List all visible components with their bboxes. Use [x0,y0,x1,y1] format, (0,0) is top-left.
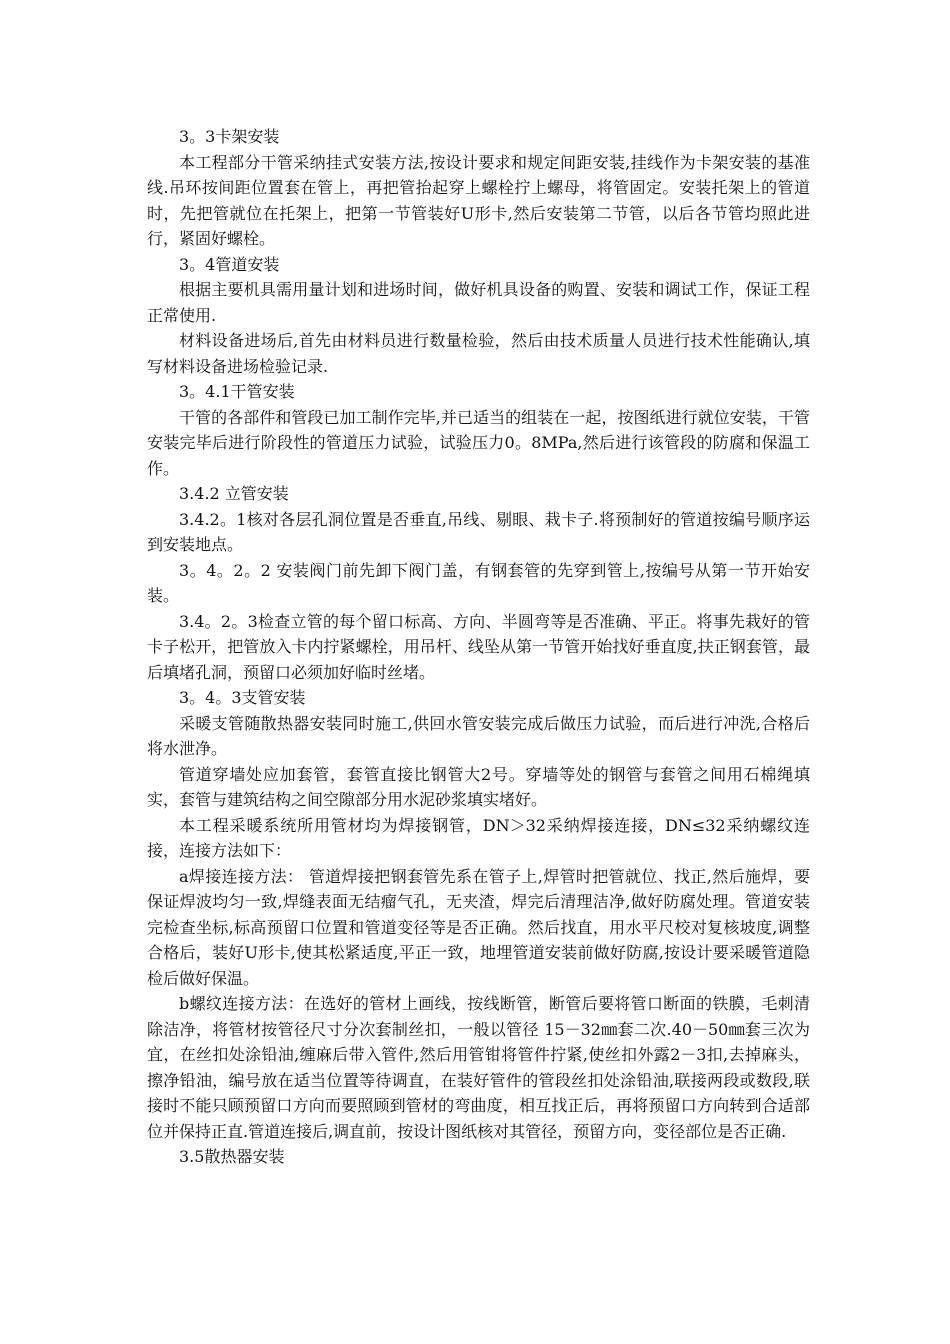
paragraph-3-4-2-1: 3.4.2。1核对各层孔洞位置是否垂直,吊线、剔眼、栽卡子.将预制好的管道按编号顺序运到安装地点。 [147,509,810,554]
paragraph-material-inspection: 材料设备进场后,首先由材料员进行数量检验，然后由技术质量人员进行技术性能确认,填写材料设备进场检验记录. [147,331,810,376]
heading-3-3: 3。3卡架安装 [179,127,280,146]
heading-3-4-1: 3。4.1干管安装 [179,382,295,401]
paragraph-branch-pipe: 采暖支管随散热器安装同时施工,供回水管安装完成后做压力试验，而后进行冲洗,合格后将水泄净。 [147,713,810,758]
heading-3-4-3: 3。4。3支管安装 [179,688,306,707]
paragraph-equipment-plan: 根据主要机具需用量计划和进场时间，做好机具设备的购置、安装和调试工作，保证工程正常使用. [147,280,810,325]
paragraph-thread-method: b螺纹连接方法：在选好的管材上画线，按线断管，断管后要将管口断面的铁膜，毛刺清除洁净，将管材按管径尺寸分次套制丝扣，一般以管径 15－32㎜套二次.40－50㎜套三次为宜，在丝扣处涂铅油,缠麻后带入管件,然后用管钳将管件拧紧,使丝扣外露2－3扣,去掉麻头，擦净铅油，编号放在适当位置等待调直，在装好管件的管段丝扣处涂铅油,联接两段或数段,联接时不能只顾预留口方向而要照顾到管材的弯曲度，相互找正后，再将预留口方向转到合适部位并保持正直.管道连接后,调直前，按设计图纸核对其管径，预留方向，变径部位是否正确. [147,994,810,1141]
heading-3-4: 3。4管道安装 [179,254,280,274]
heading-3-5: 3.5散热器安装 [179,1147,285,1166]
paragraph-wall-sleeve: 管道穿墙处应加套管，套管直接比钢管大2号。穿墙等处的钢管与套管之间用石棉绳填实，套管与建筑结构之间空隙部分用水泥砂浆填实堵好。 [147,764,810,809]
paragraph-main-pipe: 干管的各部件和管段已加工制作完毕,并已适当的组装在一起，按图纸进行就位安装，干管安装完毕后进行阶段性的管道压力试验，试验压力0。8MPa,然后进行该管段的防腐和保温工作。 [147,407,810,478]
paragraph-bracket-install: 本工程部分干管采纳挂式安装方法,按设计要求和规定间距安装,挂线作为卡架安装的基准线.吊环按间距位置套在管上，再把管抬起穿上螺栓拧上螺母，将管固定。安装托架上的管道时，先把管就位在托架上，把第一节管装好U形卡,然后安装第二节管，以后各节管均照此进行，紧固好螺栓。 [147,152,810,248]
document-body [147,124,810,1170]
paragraph-3-4-2-2: 3。4。2。2 安装阀门前先卸下阀门盖，有钢套管的先穿到管上,按编号从第一节开始安装。 [147,560,810,605]
heading-3-4-2: 3.4.2 立管安装 [179,484,289,503]
paragraph-pipe-material: 本工程采暖系统所用管材均为焊接钢管，DN＞32采纳焊接连接，DN≤32采纳螺纹连接，连接方法如下： [147,815,810,860]
paragraph-3-4-2-3: 3.4。2。3检查立管的每个留口标高、方向、半圆弯等是否准确、平正。将事先栽好的管卡子松开，把管放入卡内拧紧螺栓，用吊杆、线坠从第一节管开始找好垂直度,扶正钢套管，最后填堵孔洞，预留口必须加好临时丝堵。 [147,611,810,682]
paragraph-welding-method: a焊接连接方法： 管道焊接把钢套管先系在管子上,焊管时把管就位、找正,然后施焊，要保证焊波均匀一致,焊缝表面无结瘤气孔，无夹渣，焊完后清理洁净,做好防腐处理。管道安装完检查坐标,标高预留口位置和管道变径等是否正确。然后找直，用水平尺校对复核坡度,调整合格后，装好U形卡,使其松紧适度,平正一致，地埋管道安装前做好防腐,按设计要采暖管道隐检后做好保温。 [147,866,810,988]
